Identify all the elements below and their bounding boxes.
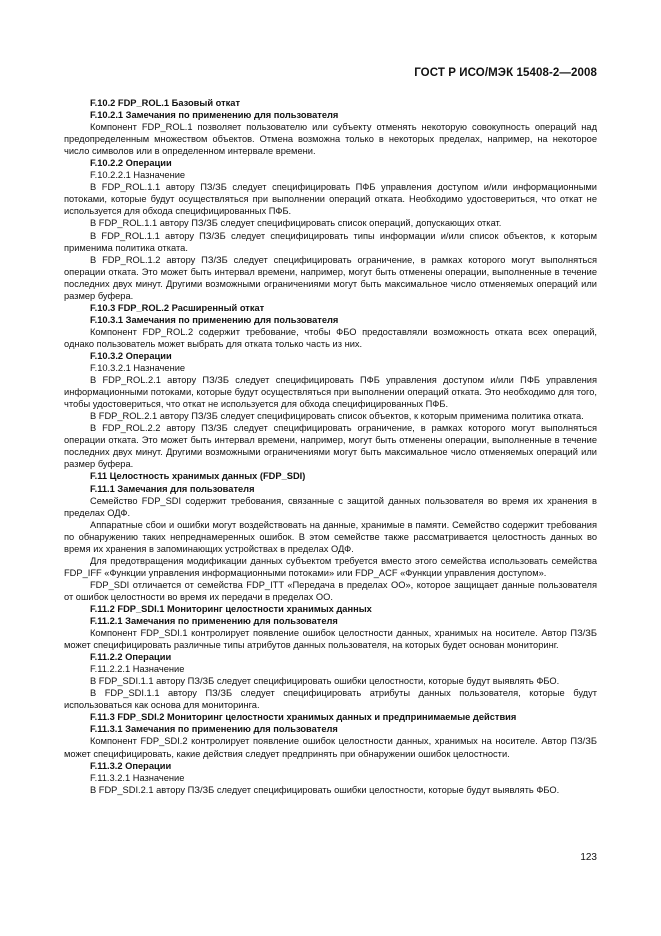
body-paragraph: В FDP_ROL.1.1 автору ПЗ/ЗБ следует специфицировать ПФБ управления доступом и/или информационными потоками, которые будут осуществляться при выполнении операций отката. Необходимо удостовериться, что откат не используется для обхода специфицированных ПФБ. (64, 182, 597, 217)
body-paragraph: Компонент FDP_SDI.1 контролирует появление ошибок целостности данных, хранимых на носителе. Автор ПЗ/ЗБ может специфицировать различные типы атрибутов данных пользователя, на которых будет основан мониторинг. (64, 628, 597, 651)
document-body (64, 97, 597, 796)
section-heading: F.10.2 FDP_ROL.1 Базовый откат (90, 98, 240, 108)
body-paragraph: В FDP_ROL.1.1 автору ПЗ/ЗБ следует специфицировать типы информации и/или список объектов, к которым применима политика отката. (64, 230, 597, 253)
section-heading: F.10.2.1 Замечания по применению для пользователя (90, 110, 339, 121)
body-paragraph: В FDP_SDI.1.1 автору ПЗ/ЗБ следует специфицировать атрибуты данных пользователя, которые будут использоваться как основа для мониторинга. (64, 688, 597, 711)
body-paragraph: F.11.2.2.1 Назначение (90, 664, 185, 675)
body-paragraph: F.10.2.2.1 Назначение (90, 170, 186, 181)
section-heading: F.11.3 FDP_SDI.2 Мониторинг целостности хранимых данных и предпринимаемые действия (90, 712, 517, 723)
page-number: 123 (580, 852, 597, 863)
section-heading: F.11.2.2 Операции (90, 652, 172, 663)
body-paragraph: Компонент FDP_SDI.2 контролирует появление ошибок целостности данных, хранимых на носителе. Автор ПЗ/ЗБ может специфицировать, какие действия следует предпринять при обнаружении ошибок целостности. (64, 736, 597, 759)
body-paragraph: Для предотвращения модификации данных субъектом требуется вместо этого семейства использовать семейства FDP_IFF «Функции управления информационными потоками» или FDP_ACF «Функции управления доступом». (64, 555, 597, 578)
body-paragraph: F.10.3.2.1 Назначение (90, 363, 186, 374)
section-heading: F.10.3 FDP_ROL.2 Расширенный откат (90, 302, 265, 313)
section-heading: F.10.3.1 Замечания по применению для пользователя (90, 314, 339, 325)
body-paragraph: В FDP_SDI.1.1 автору ПЗ/ЗБ следует специфицировать ошибки целостности, которые будут выявлять ФБО. (90, 676, 560, 687)
body-paragraph: Компонент FDP_ROL.2 содержит требование, чтобы ФБО предоставляли возможность отката всех операций, однако пользователь может выбрать для отката только часть из них. (64, 326, 597, 349)
body-paragraph: Аппаратные сбои и ошибки могут воздействовать на данные, хранимые в памяти. Семейство содержит требования по обнаружению таких непреднамеренных ошибок. В этом семействе также рассматривается целостность данных во время их хранения в запоминающих устройствах в пределах ОДФ. (64, 519, 597, 554)
body-paragraph: В FDP_ROL.1.1 автору ПЗ/ЗБ следует специфицировать список операций, допускающих откат. (90, 218, 502, 229)
body-paragraph: В FDP_ROL.1.2 автору ПЗ/ЗБ следует специфицировать ограничение, в рамках которого могут выполняться операции отката. Это может быть интервал времени, например, могут быть отменены операции, выполненные в течение последних двух минут. Другими возможными ограничениями могут быть максимальное число отменяемых операций или размер буфера. (64, 254, 597, 301)
section-heading: F.11.2 FDP_SDI.1 Мониторинг целостности хранимых данных (90, 603, 372, 614)
section-heading: F.11.3.2 Операции (90, 760, 172, 771)
body-paragraph: F.11.3.2.1 Назначение (90, 772, 185, 783)
section-heading: F.10.3.2 Операции (90, 350, 172, 361)
body-paragraph: Семейство FDP_SDI содержит требования, связанные с защитой данных пользователя во время их хранения в пределах ОДФ. (64, 495, 597, 518)
body-paragraph: В FDP_SDI.2.1 автору ПЗ/ЗБ следует специфицировать ошибки целостности, которые будут выявлять ФБО. (90, 784, 560, 795)
body-paragraph: В FDP_ROL.2.1 автору ПЗ/ЗБ следует специфицировать ПФБ управления доступом и/или ПФБ управления информационными потоками, которые будут осуществляться при выполнении операций отката. Это необходимо для того, чтобы удостовериться, что откат не используется для обхода специфицированных ПФБ. (64, 375, 597, 410)
standard-header: ГОСТ Р ИСО/МЭК 15408-2—2008 (414, 67, 597, 79)
body-paragraph: Компонент FDP_ROL.1 позволяет пользователю или субъекту отменять некоторую совокупность операций над предопределенным множеством объектов. Отмена возможна только в некоторых пределах, например, на некоторое число символов или в определенном интервале времени. (64, 122, 597, 157)
body-paragraph: В FDP_ROL.2.1 автору ПЗ/ЗБ следует специфицировать список объектов, к которым применима политика отката. (90, 411, 584, 422)
body-paragraph: FDP_SDI отличается от семейства FDP_ITT «Передача в пределах ОО», которое защищает данные пользователя от ошибок целостности во время их передачи в пределах ОО. (64, 579, 597, 602)
section-heading: F.11 Целостность хранимых данных (FDP_SDI) (90, 471, 306, 482)
section-heading: F.11.3.1 Замечания по применению для пользователя (90, 724, 338, 735)
section-heading: F.11.1 Замечания для пользователя (90, 483, 255, 494)
section-heading: F.11.2.1 Замечания по применению для пользователя (90, 616, 338, 627)
body-paragraph: В FDP_ROL.2.2 автору ПЗ/ЗБ следует специфицировать ограничение, в рамках которого могут выполняться операции отката. Это может быть интервал времени, например, могут быть отменены операции, выполненные в течение последних двух минут. Другими возможными ограничениями могут быть максимальное число отменяемых операций или размер буфера. (64, 423, 597, 470)
section-heading: F.10.2.2 Операции (90, 158, 172, 169)
